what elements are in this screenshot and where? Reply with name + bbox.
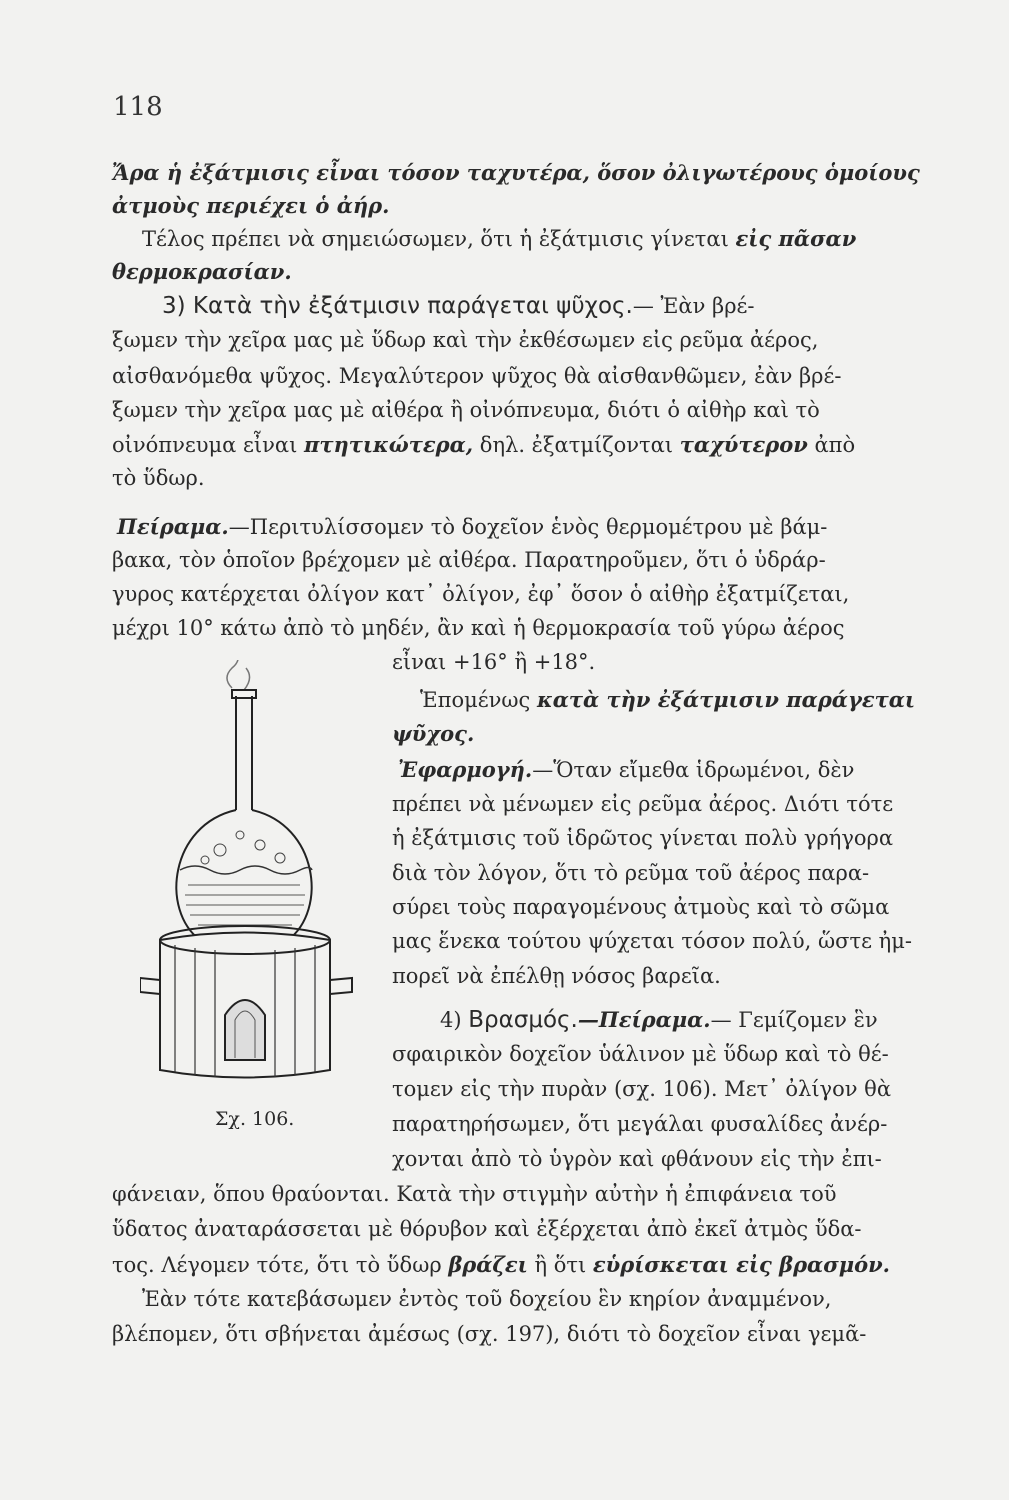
text-line: Ἑπομένως κατὰ τὴν ἐξάτμισιν παράγεται (420, 687, 916, 712)
text-line: Ἐφαρμογή.—Ὅταν εἴμεθα ἱδρωμένοι, δὲν (398, 757, 855, 782)
text-line: θερμοκρασίαν. (112, 259, 292, 284)
text-line: διὰ τὸν λόγον, ὅτι τὸ ρεῦμα τοῦ ἀέρος παρα- (392, 861, 870, 885)
text-line: Τέλος πρέπει νὰ σημειώσωμεν, ὅτι ἡ ἐξάτμισις γίνεται εἰς πᾶσαν (142, 226, 857, 251)
text-line: σφαιρικὸν δοχεῖον ὑάλινον μὲ ὕδωρ καὶ τὸ θέ- (392, 1042, 889, 1066)
text-line: πρέπει νὰ μένωμεν εἰς ρεῦμα ἀέρος. Διότι τότε (392, 792, 894, 816)
flask-neck (236, 696, 252, 810)
text-line: τὸ ὕδωρ. (112, 466, 205, 490)
page-number: 118 (113, 92, 163, 122)
figure-caption: Σχ. 106. (215, 1108, 295, 1130)
text-line: ψῦχος. (392, 721, 475, 746)
text-line: οἰνόπνευμα εἶναι πτητικώτερα, δηλ. ἐξατμίζονται ταχύτερον ἀπὸ (112, 432, 856, 457)
text-line: σύρει τοὺς παραγομένους ἀτμοὺς καὶ τὸ σῶμα (392, 895, 890, 919)
section-heading: 3) Κατὰ τὴν ἐξάτμισιν παράγεται ψῦχος.— Ἐὰν βρέ- (162, 293, 755, 319)
stove-handle-left (140, 978, 160, 994)
text-line: μέχρι 10° κάτω ἀπὸ τὸ μηδέν, ἂν καὶ ἡ θερμοκρασία τοῦ γύρω ἀέρος (112, 616, 845, 640)
text-line: παρατηρήσωμεν, ὅτι μεγάλαι φυσαλίδες ἀνέρ- (392, 1112, 888, 1136)
text-line: αἰσθανόμεθα ψῦχος. Μεγαλύτερον ψῦχος θὰ αἰσθανθῶμεν, ἐὰν βρέ- (112, 364, 842, 388)
text-line: ξωμεν τὴν χεῖρα μας μὲ αἰθέρα ἢ οἰνόπνευμα, διότι ὁ αἰθὴρ καὶ τὸ (112, 398, 820, 422)
stove-door (225, 1000, 265, 1060)
text-line: βλέπομεν, ὅτι σβήνεται ἀμέσως (σχ. 197), διότι τὸ δοχεῖον εἶναι γεμᾶ- (112, 1322, 867, 1346)
stove-handle-right (330, 978, 352, 994)
steam-wisp (227, 660, 250, 690)
text-line: ξωμεν τὴν χεῖρα μας μὲ ὕδωρ καὶ τὴν ἐκθέσωμεν εἰς ρεῦμα ἀέρος, (112, 328, 819, 352)
text-line: ὕδατος ἀναταράσσεται μὲ θόρυβον καὶ ἐξέρχεται ἀπὸ ἐκεῖ ἀτμὸς ὕδα- (112, 1217, 862, 1241)
text-line: χονται ἀπὸ τὸ ὑγρὸν καὶ φθάνουν εἰς τὴν ἐπι- (392, 1147, 882, 1171)
text-line: φάνειαν, ὅπου θραύονται. Κατὰ τὴν στιγμὴν αὐτὴν ἡ ἐπιφάνεια τοῦ (112, 1182, 837, 1206)
text-line: βακα, τὸν ὁποῖον βρέχομεν μὲ αἰθέρα. Παρατηροῦμεν, ὅτι ὁ ὑδράρ- (112, 548, 826, 572)
text-line: ἀτμοὺς περιέχει ὁ ἀήρ. (112, 193, 390, 218)
text-line: γυρος κατέρχεται ὀλίγον κατ᾿ ὀλίγον, ἐφ᾿ ὅσον ὁ αἰθὴρ ἐξατμίζεται, (112, 582, 850, 606)
text-line: τομεν εἰς τὴν πυρὰν (σχ. 106). Μετ᾿ ὀλίγον θὰ (392, 1077, 892, 1101)
text-line: Πείραμα.—Περιτυλίσσομεν τὸ δοχεῖον ἑνὸς θερμομέτρου μὲ βάμ- (117, 514, 828, 539)
text-line: Ἐὰν τότε κατεβάσωμεν ἐντὸς τοῦ δοχείου ἓν κηρίον ἀναμμένον, (142, 1287, 832, 1311)
text-line: τος. Λέγομεν τότε, ὅτι τὸ ὕδωρ βράζει ἢ ὅτι εὑρίσκεται εἰς βρασμόν. (112, 1252, 890, 1277)
flask-bulb (176, 810, 311, 940)
text-line: εἶναι +16° ἢ +18°. (392, 650, 596, 674)
text-line: μας ἕνεκα τούτου ψύχεται τόσον πολύ, ὥστε ἠμ- (392, 929, 912, 953)
text-line: πορεῖ νὰ ἐπέλθῃ νόσος βαρεῖα. (392, 964, 721, 988)
text-line: ἡ ἐξάτμισις τοῦ ἱδρῶτος γίνεται πολὺ γρήγορα (392, 826, 894, 850)
flask-on-stove-figure (140, 660, 370, 1080)
section-heading: 4) Βρασμός.—Πείραμα.— Γεμίζομεν ἓν (440, 1007, 878, 1033)
text-line: Ἄρα ἡ ἐξάτμισις εἶναι τόσον ταχυτέρα, ὅσον ὀλιγωτέρους ὁμοίους (112, 160, 920, 185)
